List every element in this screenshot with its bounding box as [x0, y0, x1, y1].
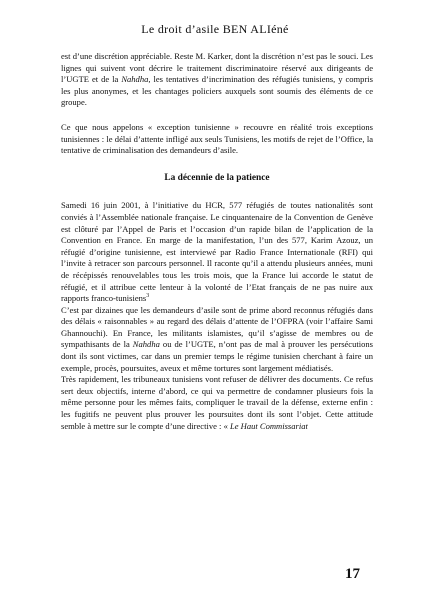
- paragraph: [61, 374, 373, 432]
- paragraph: Ce que nous appelons « exception tunisienne » recouvre en réalité trois exceptions tunisiennes : le délai d’attente infligé aux seuls Tunisiens, les motifs de rejet de l’Office, la tentative de criminalisation des demandeurs d’asile.: [61, 121, 373, 156]
- paragraph: [61, 305, 373, 375]
- italic-term: Nahdha: [121, 74, 149, 85]
- paragraph-text: Samedi 16 juin 2001, à l’initiative du HCR, 577 réfugiés de toutes nationalités sont conviés à l’Assemblée nationale française. Le cinquantenaire de la Convention de Genève est clôturé par l’Appel de Paris et l’occasion d’un rapide bilan de l’application de la Convention en France. En marge de la manifestation, l’un des 577, Karim Azouz, un réfugié d’origine tunisienne, est interviewé par Radio France Internationale (RFI) qui l’invite à retracer son parcours personnel. Il raconte qu’il a attendu plusieurs années, muni de récépissés renouvelables tous les trois mois, que la France lui accorde le statut de réfugié, et il attribue cette lenteur à la volonté de l’Etat français de ne pas nuire aux rapports franco-tunisiens: [61, 200, 373, 304]
- paragraph: [61, 200, 373, 304]
- paragraph-gap: [61, 109, 373, 122]
- paragraph: [61, 51, 373, 109]
- page-number: 17: [345, 566, 360, 582]
- paragraph-text: C’est par dizaines que les demandeurs d’asile sont de prime abord reconnus réfugiés dans des délais « raisonnables » au regard des délais d’attente de l’OFPRA (voir l’affaire Sami Ghannouchi). En France, les militants islamistes, qu’il s’agisse de membres ou de sympathisants de la: [61, 304, 373, 350]
- paragraph-text: est d’une discrétion appréciable. Reste M. Karker, dont la discrétion n’est pas le souci. Les lignes qui suivent vont décrire le traitement discriminatoire réservé aux dirigeants de l’UGTE et de la: [61, 51, 373, 85]
- paragraph-gap: [61, 157, 373, 173]
- section-heading: La décennie de la patience: [164, 172, 270, 183]
- paragraph-text: ou de l’UGTE, n’ont pas de mal à prouver les persécutions dont ils sont victimes, car dans un premier temps le régime tunisien cherchant à faire un exemple, procès, poursuites, aveux et même tortures sont largement médiatisés.: [61, 339, 373, 373]
- footnote-marker: 3: [146, 293, 150, 300]
- paragraph-text: , les tentatives d’incrimination des réfugiés tunisiens, y compris les plus anonymes, et les chantages policiers auxquels sont soumis des éléments de ce groupe.: [61, 74, 373, 108]
- running-title: Le droit d’asile BEN ALIéné: [141, 22, 289, 36]
- paragraph-gap: [61, 184, 373, 200]
- paragraph-text: Très rapidement, les tribuneaux tunisiens vont refuser de délivrer des documents. Ce refus sert deux objectifs, interne d’abord, ce qui va permettre de condamner plusieurs fois la même personne pour les mêmes faits, compliquer le travail de la défense, externe enfin : les fugitifs ne peuvent plus prouver les poursuites dont ils sont l’objet. Cette attitude semble à mettre sur le compte d’une directive : «: [61, 374, 373, 431]
- italic-term: Nahdha: [132, 339, 160, 350]
- italic-quote: Le Haut Commissariat: [229, 420, 308, 431]
- body-text: [61, 51, 373, 432]
